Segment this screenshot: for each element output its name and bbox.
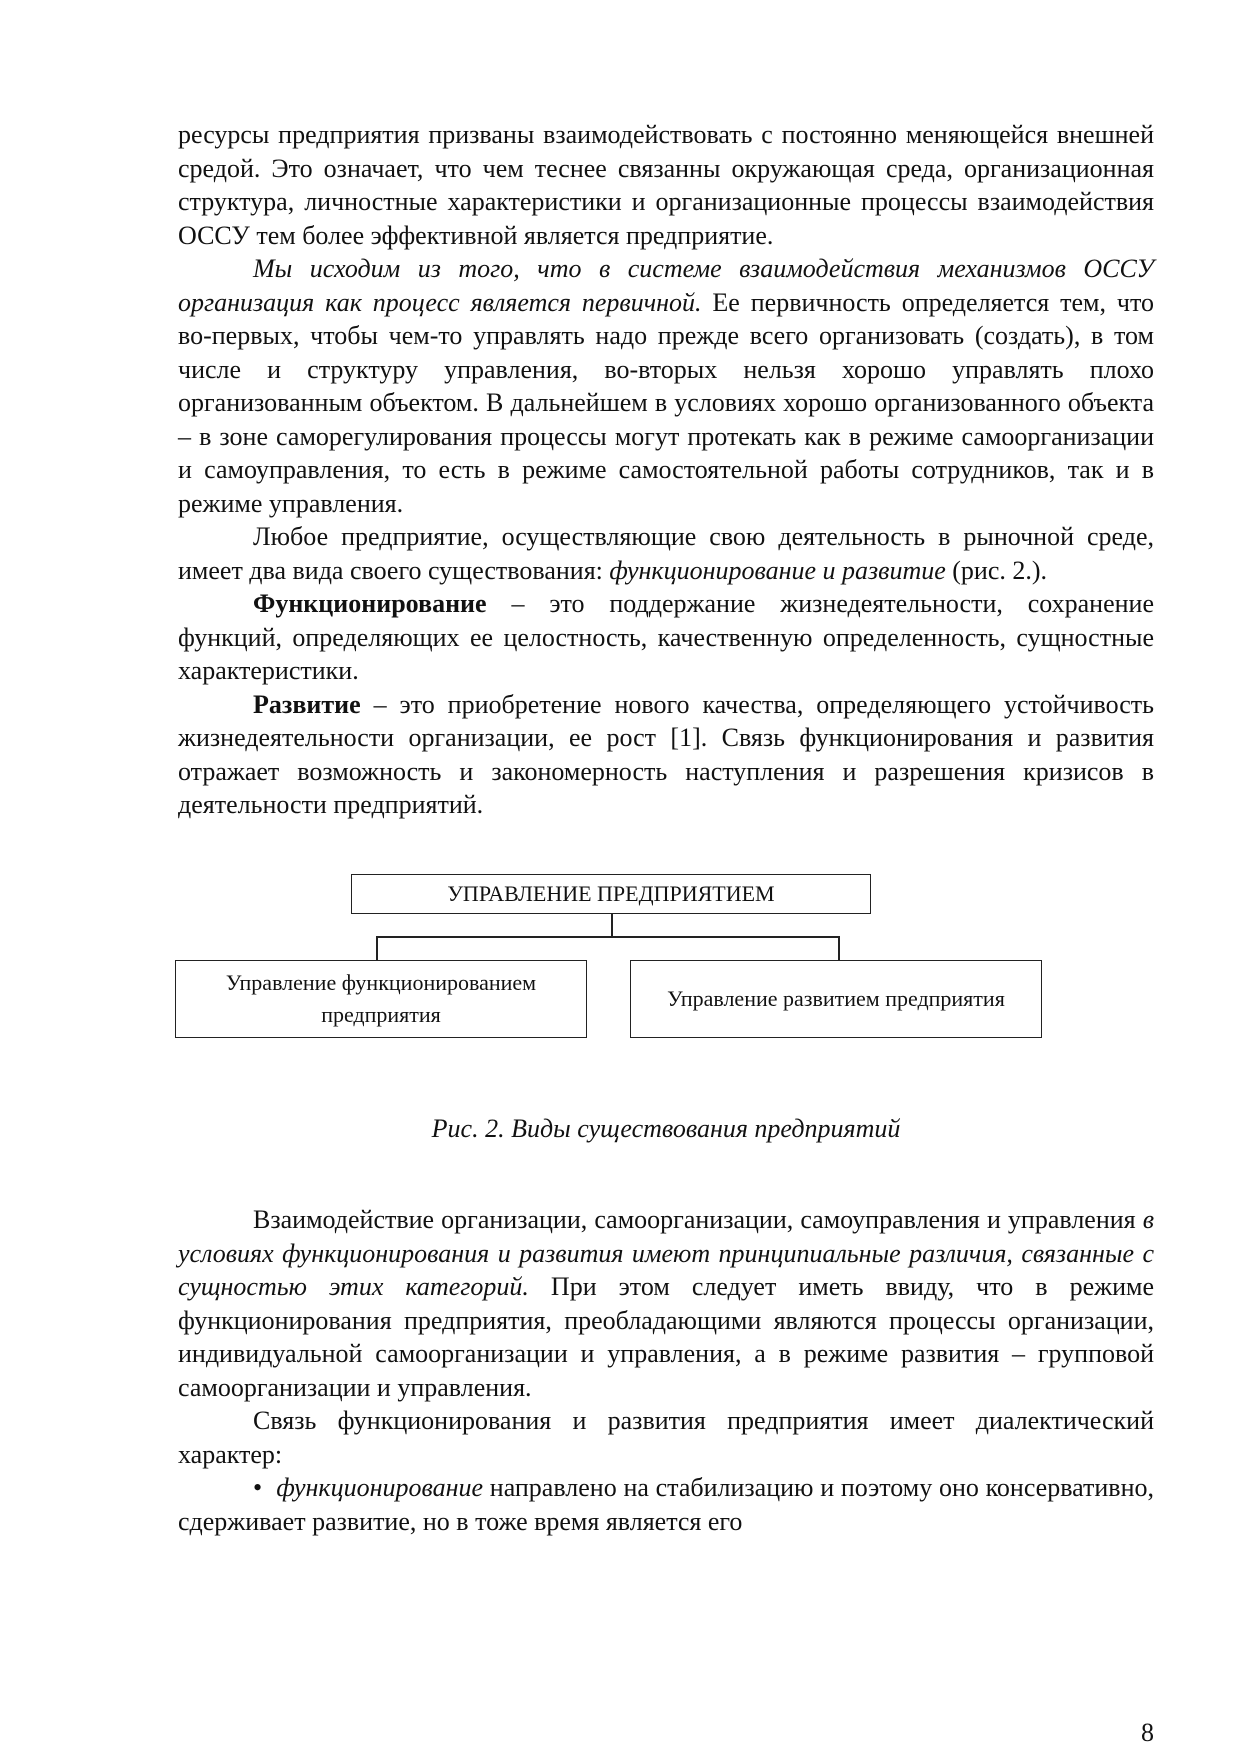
connector-right: [838, 936, 840, 960]
paragraph-1: ресурсы предприятия призваны взаимодействовать с постоянно меняющейся внешней средой. Это означает, что чем теснее связанны окружающая среда, организационная структура, личностные характеристики и организационные процессы взаимодействия ОССУ тем более эффективной является предприятие.: [178, 120, 1154, 250]
box-enterprise-management: УПРАВЛЕНИЕ ПРЕДПРИЯТИЕМ: [351, 874, 871, 914]
paragraph-8-text: направлено на стабилизацию и поэтому оно консервативно, сдерживает развитие, но в тоже время является его: [178, 1473, 1154, 1536]
page-content: [178, 118, 1154, 1538]
paragraph-6-text: При этом следует иметь ввиду, что в режиме функционирования предприятия, преобладающими являются процессы организации, индивидуальной самоорганизации и управления, а в режиме развития – групповой самоорганизации и управления.: [178, 1272, 1154, 1402]
paragraph-4-text: – это поддержание жизнедеятельности, сохранение функций, определяющих ее целостность, качественную определенность, сущностные характеристики.: [178, 589, 1154, 685]
bullet-icon: •: [253, 1473, 263, 1502]
paragraph-4: [178, 587, 1154, 688]
paragraph-5-text: – это приобретение нового качества, определяющего устойчивость жизнедеятельности организации, ее рост [1]. Связь функционирования и развития отражает возможность и закономерность наступления и разрешения кризисов в деятельности предприятий.: [178, 689, 1154, 819]
paragraph-2-italic: Мы исходим из того, что в системе взаимодействия механизмов ОССУ организация как процесс является первичной.: [178, 254, 1154, 317]
term-development: Развитие: [253, 689, 361, 719]
paragraph-2: [178, 252, 1154, 520]
paragraph-7: Связь функционирования и развития предприятия имеет диалектический характер:: [178, 1406, 1154, 1469]
figure-caption: Рис. 2. Виды существования предприятий: [431, 1113, 901, 1143]
paragraph-6-start: Взаимодействие организации, самоорганизации, самоуправления и управления: [253, 1205, 1143, 1234]
connector-left: [376, 936, 378, 960]
paragraph-5: [178, 688, 1154, 822]
paragraph-3: [178, 520, 1154, 587]
figure-diagram: [178, 874, 1154, 1086]
connector-horizontal: [376, 936, 840, 938]
paragraph-8: [178, 1471, 1154, 1538]
paragraph-3-start: Любое предприятие, осуществляющие свою деятельность в рыночной среде, имеет два вида своего существования:: [178, 522, 1154, 585]
page-number: 8: [1141, 1718, 1154, 1747]
term-functioning: Функционирование: [253, 589, 487, 618]
paragraph-8-italic: функционирование: [276, 1473, 484, 1502]
box-development-management: Управление развитием предприятия: [630, 960, 1042, 1038]
box-functioning-management: Управление функционированием предприятия: [175, 960, 587, 1038]
paragraph-3-italic: функционирование и развитие: [609, 555, 946, 585]
paragraph-3-end: (рис. 2.).: [945, 555, 1048, 585]
paragraph-6: [178, 1203, 1154, 1404]
paragraph-2-text: Ее первичность определяется тем, что во-первых, чтобы чем-то управлять надо прежде всего организовать (создать), в том числе и структуру управления, во-вторых нельзя хорошо управлять плохо организованным объектом. В дальнейшем в условиях хорошо организованного объекта – в зоне саморегулирования процессы могут протекать как в режиме самоорганизации и самоуправления, то есть в режиме самостоятельной работы сотрудников, так и в режиме управления.: [178, 287, 1154, 518]
paragraph-6-italic: в условиях функционирования и развития имеют принципиальные различия, связанные с сущностью этих категорий.: [178, 1205, 1154, 1301]
connector-vertical-main: [611, 914, 613, 937]
